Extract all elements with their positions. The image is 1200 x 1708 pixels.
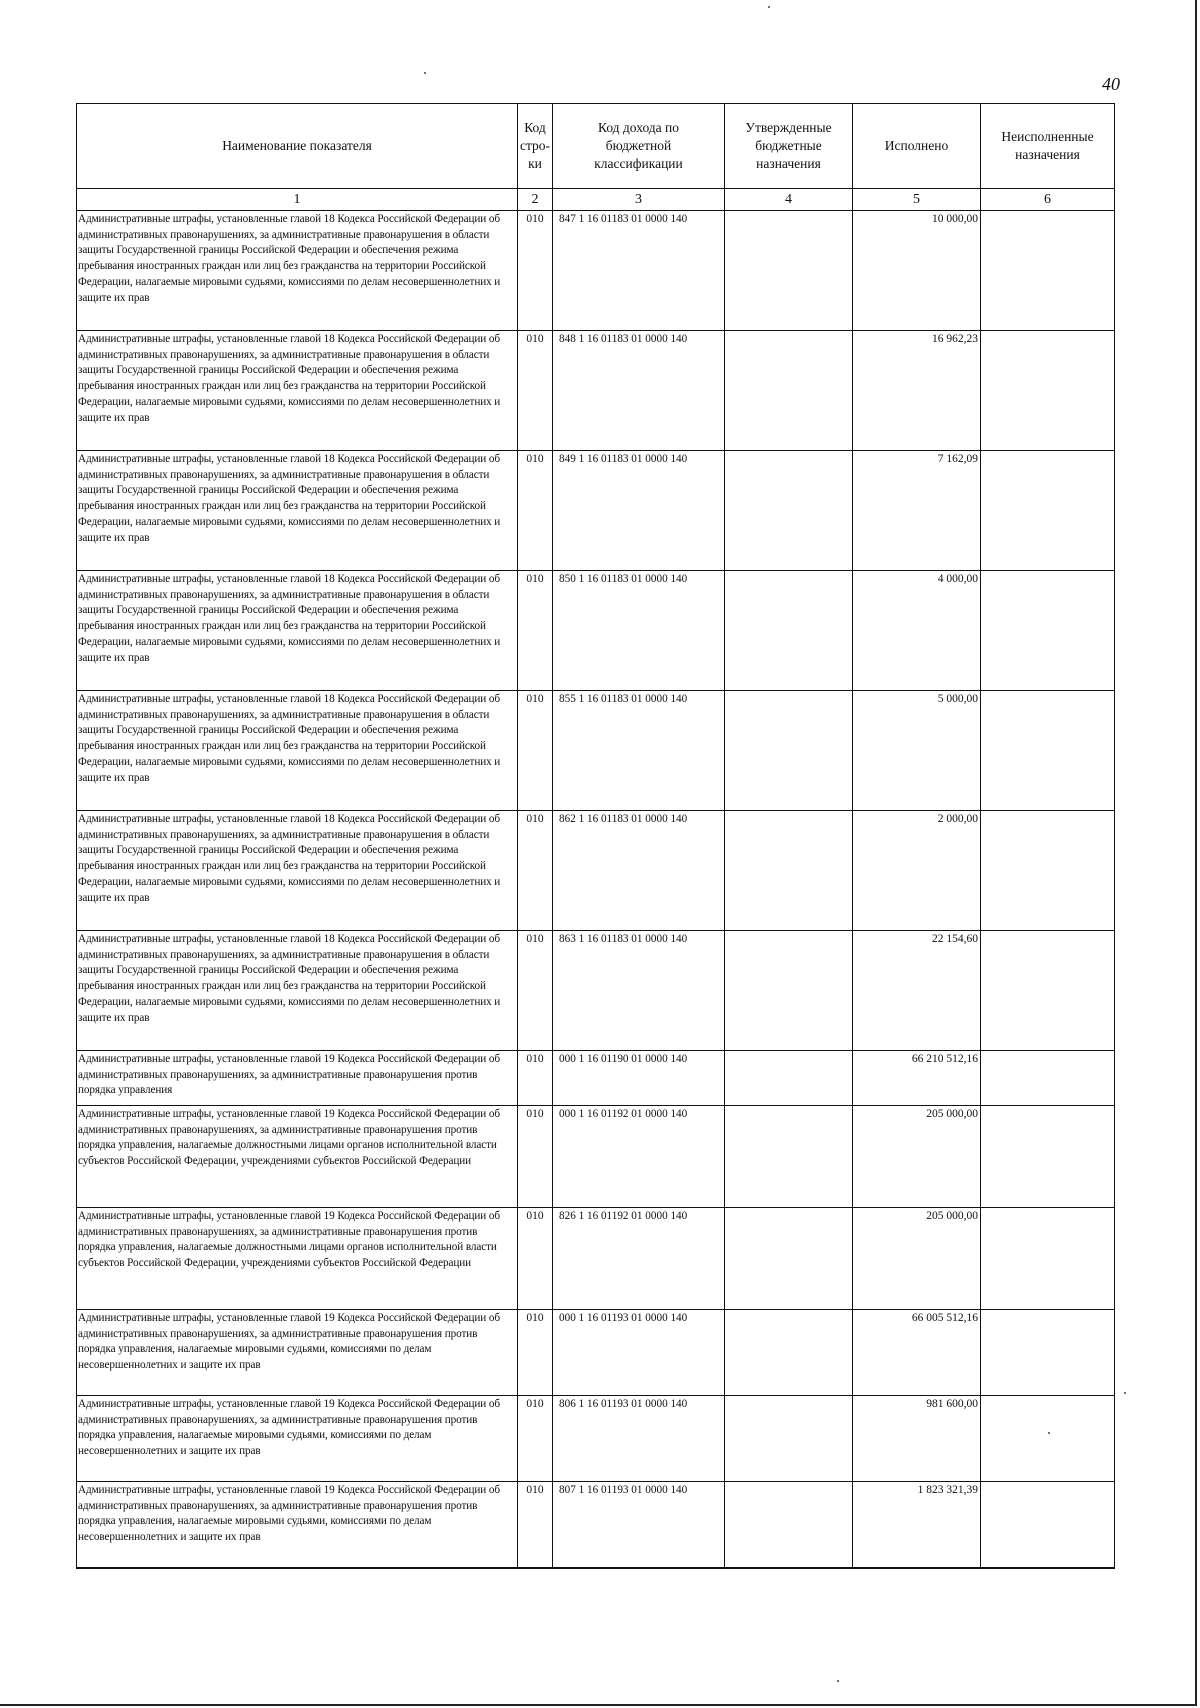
header-income-code: Код дохода по бюджетной классификации [553,104,725,189]
indicator-name-cell: Административные штрафы, установленные главой 19 Кодекса Российской Федерации об административных правонарушениях, за административные правонарушения против порядка управления, налагаемые мировыми судьями, комиссиями по делам несовершеннолетних и защите их прав [77,1310,518,1396]
income-code-cell: 847 1 16 01183 01 0000 140 [553,211,725,331]
executed-amount-cell: 10 000,00 [853,211,981,331]
indicator-name-cell: Административные штрафы, установленные главой 18 Кодекса Российской Федерации об административных правонарушениях, за административные правонарушения в области защиты Государственной границы Российской Федерации и обеспечения режима пребывания иностранных граждан или лиц без гражданства на территории Российской Федерации, налагаемые мировыми судьями, комиссиями по делам несовершеннолетних и защите их прав [77,691,518,811]
approved-amount-cell [725,1482,853,1568]
income-code-cell: 849 1 16 01183 01 0000 140 [553,451,725,571]
line-code-cell: 010 [518,1482,553,1568]
indicator-name-cell: Административные штрафы, установленные главой 18 Кодекса Российской Федерации об административных правонарушениях, за административные правонарушения в области защиты Государственной границы Российской Федерации и обеспечения режима пребывания иностранных граждан или лиц без гражданства на территории Российской Федерации, налагаемые мировыми судьями, комиссиями по делам несовершеннолетних и защите их прав [77,211,518,331]
approved-amount-cell [725,1310,853,1396]
approved-amount-cell [725,931,853,1051]
scan-speck [424,72,426,74]
approved-amount-cell [725,1051,853,1106]
header-executed: Исполнено [853,104,981,189]
executed-amount-cell: 2 000,00 [853,811,981,931]
unexecuted-amount-cell [981,1208,1115,1310]
table-body [77,211,1115,1568]
table-row [77,1396,1115,1482]
executed-amount-cell: 16 962,23 [853,331,981,451]
table-row [77,1482,1115,1568]
table-row [77,811,1115,931]
scan-speck [837,1680,839,1682]
line-code-cell: 010 [518,811,553,931]
approved-amount-cell [725,1106,853,1208]
header-indicator-name: Наименование показателя [77,104,518,189]
unexecuted-amount-cell [981,1482,1115,1568]
indicator-name-cell: Административные штрафы, установленные главой 19 Кодекса Российской Федерации об административных правонарушениях, за административные правонарушения против порядка управления [77,1051,518,1106]
executed-amount-cell: 1 823 321,39 [853,1482,981,1568]
income-code-cell: 862 1 16 01183 01 0000 140 [553,811,725,931]
table-row [77,931,1115,1051]
page-number: 40 [1102,74,1120,94]
line-code-cell: 010 [518,1310,553,1396]
table-row [77,1310,1115,1396]
line-code-cell: 010 [518,571,553,691]
line-code-cell: 010 [518,1051,553,1106]
income-code-cell: 000 1 16 01192 01 0000 140 [553,1106,725,1208]
line-code-cell: 010 [518,1106,553,1208]
income-code-cell: 000 1 16 01190 01 0000 140 [553,1051,725,1106]
column-number-row [77,189,1115,211]
unexecuted-amount-cell [981,1106,1115,1208]
approved-amount-cell [725,1396,853,1482]
indicator-name-cell: Административные штрафы, установленные главой 19 Кодекса Российской Федерации об административных правонарушениях, за административные правонарушения против порядка управления, налагаемые должностными лицами органов исполнительной власти субъектов Российской Федерации, учреждениями субъектов Российской Федерации [77,1106,518,1208]
indicator-name-cell: Административные штрафы, установленные главой 19 Кодекса Российской Федерации об административных правонарушениях, за административные правонарушения против порядка управления, налагаемые мировыми судьями, комиссиями по делам несовершеннолетних и защите их прав [77,1396,518,1482]
unexecuted-amount-cell [981,691,1115,811]
column-number: 5 [853,189,981,211]
unexecuted-amount-cell [981,1396,1115,1482]
approved-amount-cell [725,211,853,331]
line-code-cell: 010 [518,331,553,451]
line-code-cell: 010 [518,451,553,571]
income-code-cell: 850 1 16 01183 01 0000 140 [553,571,725,691]
unexecuted-amount-cell [981,1051,1115,1106]
executed-amount-cell: 5 000,00 [853,691,981,811]
indicator-name-cell: Административные штрафы, установленные главой 18 Кодекса Российской Федерации об административных правонарушениях, за административные правонарушения в области защиты Государственной границы Российской Федерации и обеспечения режима пребывания иностранных граждан или лиц без гражданства на территории Российской Федерации, налагаемые мировыми судьями, комиссиями по делам несовершеннолетних и защите их прав [77,571,518,691]
indicator-name-cell: Административные штрафы, установленные главой 18 Кодекса Российской Федерации об административных правонарушениях, за административные правонарушения в области защиты Государственной границы Российской Федерации и обеспечения режима пребывания иностранных граждан или лиц без гражданства на территории Российской Федерации, налагаемые мировыми судьями, комиссиями по делам несовершеннолетних и защите их прав [77,931,518,1051]
executed-amount-cell: 7 162,09 [853,451,981,571]
table-row [77,331,1115,451]
income-code-cell: 000 1 16 01193 01 0000 140 [553,1310,725,1396]
unexecuted-amount-cell [981,1310,1115,1396]
executed-amount-cell: 4 000,00 [853,571,981,691]
indicator-name-cell: Административные штрафы, установленные главой 18 Кодекса Российской Федерации об административных правонарушениях, за административные правонарушения в области защиты Государственной границы Российской Федерации и обеспечения режима пребывания иностранных граждан или лиц без гражданства на территории Российской Федерации, налагаемые мировыми судьями, комиссиями по делам несовершеннолетних и защите их прав [77,451,518,571]
column-number: 2 [518,189,553,211]
line-code-cell: 010 [518,691,553,811]
table-row [77,211,1115,331]
income-code-cell: 806 1 16 01193 01 0000 140 [553,1396,725,1482]
table-row [77,571,1115,691]
income-code-cell: 848 1 16 01183 01 0000 140 [553,331,725,451]
header-line-code: Код стро- ки [518,104,553,189]
unexecuted-amount-cell [981,931,1115,1051]
line-code-cell: 010 [518,1396,553,1482]
approved-amount-cell [725,451,853,571]
scan-speck [1124,1392,1126,1394]
unexecuted-amount-cell [981,211,1115,331]
income-code-cell: 863 1 16 01183 01 0000 140 [553,931,725,1051]
unexecuted-amount-cell [981,451,1115,571]
indicator-name-cell: Административные штрафы, установленные главой 18 Кодекса Российской Федерации об административных правонарушениях, за административные правонарушения в области защиты Государственной границы Российской Федерации и обеспечения режима пребывания иностранных граждан или лиц без гражданства на территории Российской Федерации, налагаемые мировыми судьями, комиссиями по делам несовершеннолетних и защите их прав [77,331,518,451]
approved-amount-cell [725,571,853,691]
line-code-cell: 010 [518,211,553,331]
line-code-cell: 010 [518,1208,553,1310]
income-code-cell: 807 1 16 01193 01 0000 140 [553,1482,725,1568]
approved-amount-cell [725,691,853,811]
header-approved: Утвержденные бюджетные назначения [725,104,853,189]
table-row [77,1051,1115,1106]
indicator-name-cell: Административные штрафы, установленные главой 19 Кодекса Российской Федерации об административных правонарушениях, за административные правонарушения против порядка управления, налагаемые мировыми судьями, комиссиями по делам несовершеннолетних и защите их прав [77,1482,518,1568]
table-row [77,691,1115,811]
column-number: 4 [725,189,853,211]
unexecuted-amount-cell [981,811,1115,931]
income-code-cell: 855 1 16 01183 01 0000 140 [553,691,725,811]
column-number: 1 [77,189,518,211]
header-unexecuted: Неисполненные назначения [981,104,1115,189]
executed-amount-cell: 66 005 512,16 [853,1310,981,1396]
approved-amount-cell [725,1208,853,1310]
scan-speck [768,6,770,8]
column-number: 6 [981,189,1115,211]
executed-amount-cell: 205 000,00 [853,1106,981,1208]
approved-amount-cell [725,331,853,451]
indicator-name-cell: Административные штрафы, установленные главой 19 Кодекса Российской Федерации об административных правонарушениях, за административные правонарушения против порядка управления, налагаемые должностными лицами органов исполнительной власти субъектов Российской Федерации, учреждениями субъектов Российской Федерации [77,1208,518,1310]
table-row [77,451,1115,571]
budget-execution-table [76,103,1115,1569]
executed-amount-cell: 981 600,00 [853,1396,981,1482]
table-row [77,1106,1115,1208]
unexecuted-amount-cell [981,331,1115,451]
approved-amount-cell [725,811,853,931]
indicator-name-cell: Административные штрафы, установленные главой 18 Кодекса Российской Федерации об административных правонарушениях, за административные правонарушения в области защиты Государственной границы Российской Федерации и обеспечения режима пребывания иностранных граждан или лиц без гражданства на территории Российской Федерации, налагаемые мировыми судьями, комиссиями по делам несовершеннолетних и защите их прав [77,811,518,931]
executed-amount-cell: 205 000,00 [853,1208,981,1310]
table-row [77,1208,1115,1310]
unexecuted-amount-cell [981,571,1115,691]
line-code-cell: 010 [518,931,553,1051]
executed-amount-cell: 66 210 512,16 [853,1051,981,1106]
header-row [77,104,1115,189]
column-number: 3 [553,189,725,211]
executed-amount-cell: 22 154,60 [853,931,981,1051]
income-code-cell: 826 1 16 01192 01 0000 140 [553,1208,725,1310]
